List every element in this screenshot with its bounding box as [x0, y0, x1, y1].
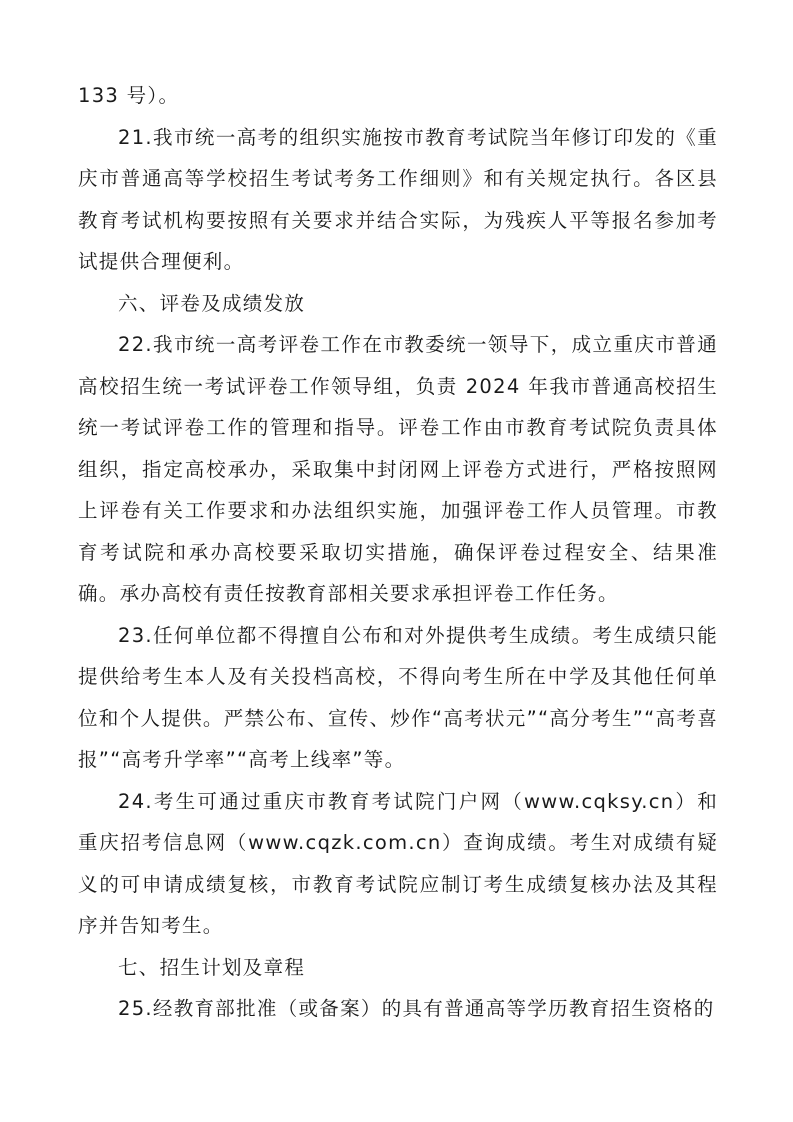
paragraph-25: 25.经教育部批准（或备案）的具有普通高等学历教育招生资格的 — [118, 997, 715, 1020]
paragraph-23: 23.任何单位都不得擅自公布和对外提供考生成绩。考生成绩只能提供给考生本人及有关投档高校，不得向考生所在中学及其他任何单位和个人提供。严禁公布、宣传、炒作“高考状元”“高分考生”“高考喜报”“高考升学率”“高考上线率”等。 — [78, 623, 718, 771]
document-page — [78, 75, 718, 1030]
paragraph-24: 24.考生可通过重庆市教育考试院门户网（www.cqksy.cn）和重庆招考信息网（www.cqzk.com.cn）查询成绩。考生对成绩有疑义的可申请成绩复核，市教育考试院应制订考生成绩复核办法及其程序并告知考生。 — [78, 789, 718, 937]
paragraph-133-continuation: 133 号）。 — [78, 84, 180, 107]
paragraph-21: 21.我市统一高考的组织实施按市教育考试院当年修订印发的《重庆市普通高等学校招生考试考务工作细则》和有关规定执行。各区县教育考试机构要按照有关要求并结合实际，为残疾人平等报名参加考试提供合理便利。 — [78, 125, 718, 273]
paragraph-22: 22.我市统一高考评卷工作在市教委统一领导下，成立重庆市普通高校招生统一考试评卷工作领导组，负责 2024 年我市普通高校招生统一考试评卷工作的管理和指导。评卷工作由市教育考试院负责具体组织，指定高校承办，采取集中封闭网上评卷方式进行，严格按照网上评卷有关工作要求和办法组织实施，加强评卷工作人员管理。市教育考试院和承办高校要采取切实措施，确保评卷过程安全、结果准确。承办高校有责任按教育部相关要求承担评卷工作任务。 — [78, 333, 718, 605]
section-heading-7: 七、招生计划及章程 — [118, 955, 306, 979]
section-heading-6: 六、评卷及成绩发放 — [118, 291, 306, 315]
